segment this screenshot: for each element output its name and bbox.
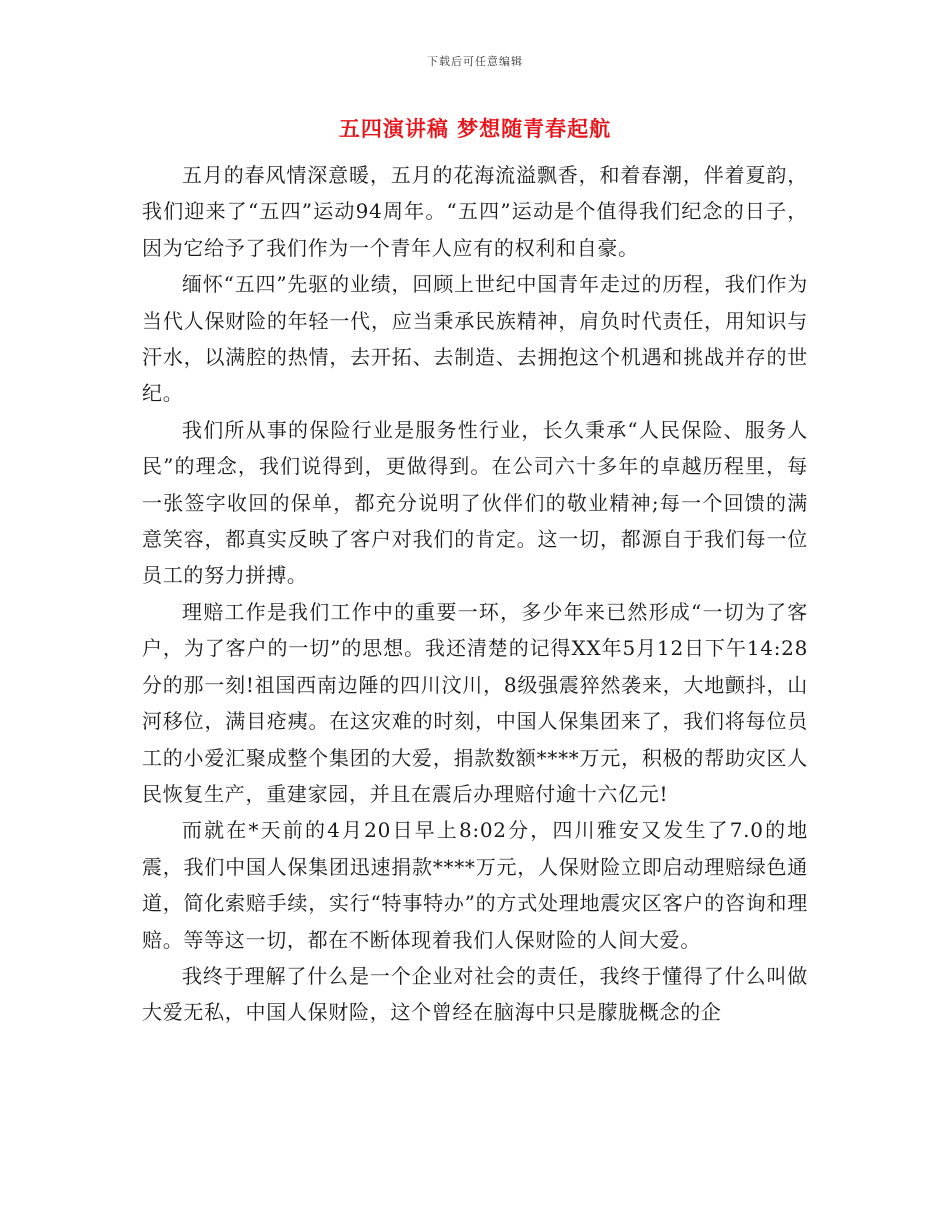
paragraph-1: 五月的春风情深意暖，五月的花海流溢飘香，和着春潮，伴着夏韵，我们迎来了“五四”运动94周年。“五四”运动是个值得我们纪念的日子，因为它给予了我们作为一个青年人应有的权利和自豪。	[142, 163, 808, 260]
paragraph-3: 我们所从事的保险行业是服务性行业，长久秉承“人民保险、服务人民”的理念，我们说得到，更做得到。在公司六十多年的卓越历程里，每一张签字收回的保单，都充分说明了伙伴们的敬业精神;每一个回馈的满意笑容，都真实反映了客户对我们的肯定。这一切，都源自于我们每一位员工的努力拼搏。	[142, 417, 808, 588]
paragraph-2: 缅怀“五四”先驱的业绩，回顾上世纪中国青年走过的历程，我们作为当代人保财险的年轻一代，应当秉承民族精神，肩负时代责任，用知识与汗水，以满腔的热情，去开拓、去制造、去拥抱这个机遇和挑战并存的世纪。	[142, 272, 808, 406]
paragraph-5: 而就在*天前的4月20日早上8:02分，四川雅安又发生了7.0的地震，我们中国人保集团迅速捐款****万元，人保财险立即启动理赔绿色通道，简化索赔手续，实行“特事特办”的方式处理地震灾区客户的咨询和理赔。等等这一切，都在不断体现着我们人保财险的人间大爱。	[142, 818, 808, 952]
paragraph-4: 理赔工作是我们工作中的重要一环，多少年来已然形成“一切为了客户，为了客户的一切”的思想。我还清楚的记得XX年5月12日下午14:28分的那一刻!祖国西南边陲的四川汶川，8级强震猝然袭来，大地颤抖，山河移位，满目疮痍。在这灾难的时刻，中国人保集团来了，我们将每位员工的小爱汇聚成整个集团的大爱，捐款数额****万元，积极的帮助灾区人民恢复生产，重建家园，并且在震后办理赔付逾十六亿元!	[142, 599, 808, 806]
paragraph-6: 我终于理解了什么是一个企业对社会的责任，我终于懂得了什么叫做大爱无私，中国人保财险，这个曾经在脑海中只是朦胧概念的企	[142, 963, 808, 1025]
document-title: 五四演讲稿 梦想随青春起航	[338, 117, 612, 141]
header-note: 下载后可任意编辑	[427, 55, 523, 68]
document-body	[142, 157, 808, 1031]
